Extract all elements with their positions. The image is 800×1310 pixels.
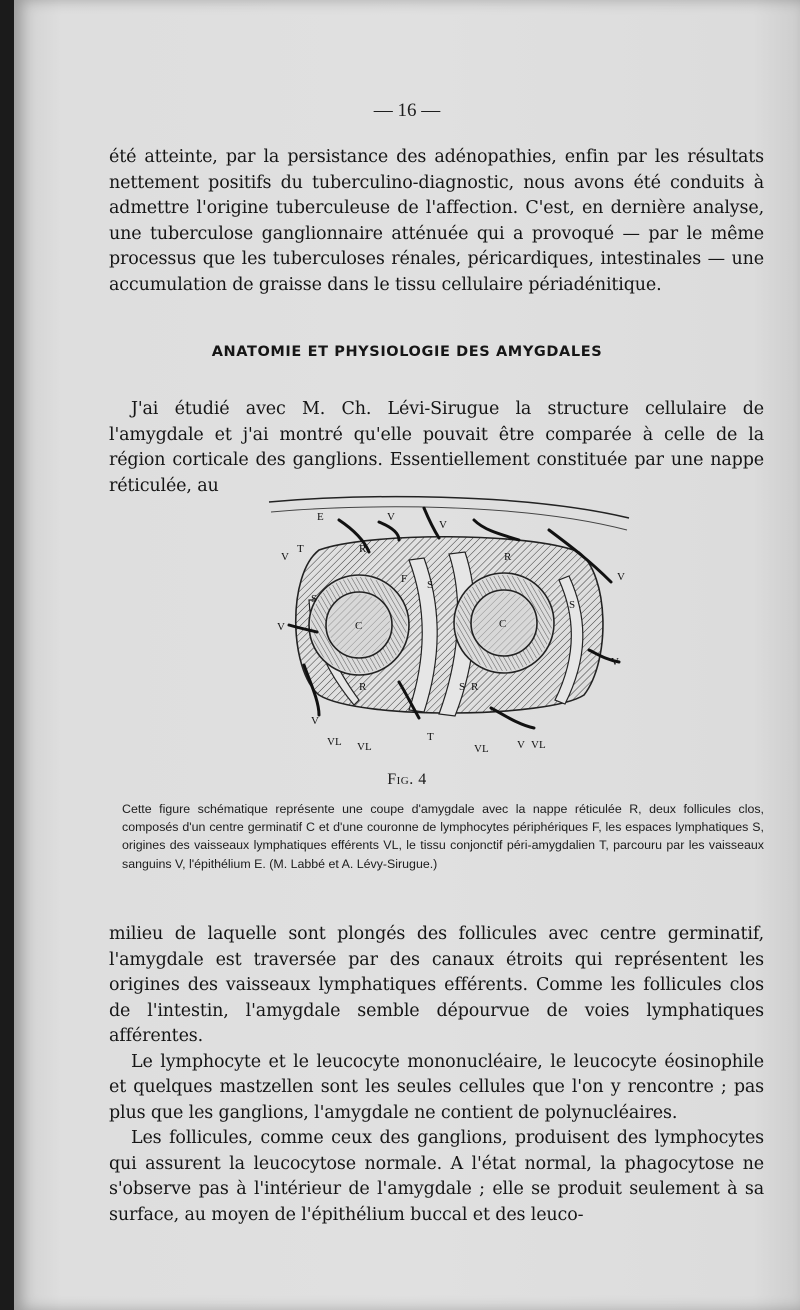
page-number: — 16 — — [373, 100, 441, 121]
label-S: S — [427, 579, 434, 591]
label-C: C — [499, 618, 507, 630]
label-VL: VL — [357, 741, 372, 753]
label-T: T — [297, 543, 304, 555]
label-V: V — [617, 571, 625, 583]
figure-caption: Cette figure schématique représente une coupe d'amygdale avec la nappe réticulée R, deux follicules clos, composés d'un centre germinatif C et d'une couronne de lymphocytes périphériques F, les espaces lymphatiques S, origines des vaisseaux lymphatiques efférents VL, le tissu conjonctif péri-amygdalien T, parcouru par les vaisseaux sanguins V, l'épithélium E. (M. Labbé et A. Lévy-Sirugue.) — [122, 802, 764, 871]
label-S: S — [311, 593, 318, 605]
label-VL: VL — [531, 739, 546, 751]
label-V: V — [439, 519, 447, 531]
paragraph-cells: Le lymphocyte et le leucocyte mononucléaire, le leucocyte éosinophile et quelques mastzellen sont les seules cellules que l'on y rencontre ; pas plus que les ganglions, l'amygdale ne contient de polynucléaires. — [109, 1051, 764, 1123]
book-page — [14, 0, 800, 1310]
label-S: S — [459, 681, 466, 693]
label-R: R — [359, 681, 367, 693]
label-V: V — [387, 511, 395, 523]
epithelium-line-inner — [271, 507, 627, 530]
paragraph-anatomy — [109, 397, 764, 499]
label-C: C — [355, 620, 363, 632]
label-V: V — [281, 551, 289, 563]
paragraphs-after-figure — [109, 922, 764, 1228]
label-V: V — [311, 715, 319, 727]
label-R: R — [504, 551, 512, 563]
label-R: R — [359, 543, 367, 555]
paragraph-continuation: milieu de laquelle sont plongés des follicules avec centre germinatif, l'amygdale est traversée par des canaux étroits qui représentent les origines des vaisseaux lymphatiques efférents. Comme les follicules clos de l'intestin, l'amygdale semble dépourvue de voies lymphatiques afférentes. — [109, 924, 764, 1046]
label-S: S — [569, 599, 576, 611]
label-V: V — [611, 656, 619, 668]
label-R: R — [471, 681, 479, 693]
tonsil-diagram — [259, 490, 634, 755]
label-VL: VL — [474, 743, 489, 755]
label-E: E — [317, 511, 324, 523]
label-T: T — [427, 731, 434, 743]
paragraph-follicles: Les follicules, comme ceux des ganglions, produisent des lymphocytes qui assurent la leucocytose normale. A l'état normal, la phagocytose ne s'observe pas à l'intérieur de l'amygdale ; elle se produit seulement à sa surface, au moyen de l'épithélium buccal et des leuco- — [109, 1128, 764, 1225]
label-V: V — [277, 621, 285, 633]
label-F: F — [401, 573, 408, 585]
paragraph-anatomy-text: J'ai étudié avec M. Ch. Lévi-Sirugue la structure cellulaire de l'amygdale et j'ai montré qu'elle pouvait être comparée à celle de la région corticale des ganglions. Essentiellement constituée par une nappe réticulée, au — [109, 399, 764, 496]
paragraph-intro — [109, 145, 764, 298]
section-heading: ANATOMIE ET PHYSIOLOGIE DES AMYGDALES — [211, 344, 603, 360]
label-VL: VL — [327, 736, 342, 748]
figure-label: Fig. 4 — [387, 771, 427, 788]
label-V: V — [517, 739, 525, 751]
paragraph-intro-text: été atteinte, par la persistance des adénopathies, enfin par les résultats nettement positifs du tuberculino-diagnostic, nous avons été conduits à admettre l'origine tuberculeuse de l'affection. C'est, en dernière analyse, une tuberculose ganglionnaire atténuée qui a provoqué — par le même processus que les tuberculoses rénales, péricardiques, intestinales — une accumulation de graisse dans le tissu cellulaire périadénitique. — [109, 147, 764, 295]
